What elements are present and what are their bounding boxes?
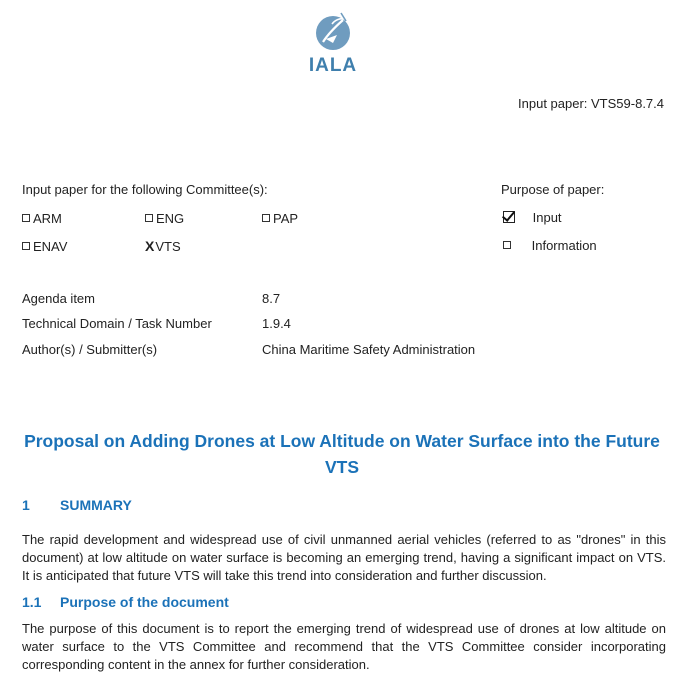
section-1-1-text: The purpose of this document is to report the emerging trend of widespread use of drones at low altitude on water surface to the VTS Committee and recommend that the VTS Committee consider incorporating corresponding content in the annex for further consideration. bbox=[22, 621, 666, 672]
meta-label-domain: Technical Domain / Task Number bbox=[22, 316, 212, 331]
meta-label-agenda: Agenda item bbox=[22, 291, 95, 306]
meta-value-author: China Maritime Safety Administration bbox=[262, 342, 476, 357]
checkbox-icon bbox=[503, 241, 511, 249]
committee-option-eng[interactable]: ENG bbox=[145, 211, 184, 226]
committee-option-pap[interactable]: PAP bbox=[262, 211, 298, 226]
committee-option-enav[interactable]: ENAV bbox=[22, 239, 67, 254]
checked-box-icon bbox=[503, 211, 515, 223]
committee-option-arm[interactable]: ARM bbox=[22, 211, 62, 226]
checkbox-icon bbox=[262, 214, 270, 222]
section-1-1-heading: Purpose of the document bbox=[60, 594, 229, 610]
meta-value-agenda: 8.7 bbox=[262, 291, 281, 306]
committees-heading: Input paper for the following Committee(s): bbox=[22, 182, 268, 197]
purpose-option-information[interactable]: Information bbox=[503, 238, 597, 253]
checkbox-icon bbox=[145, 214, 153, 222]
committee-option-vts[interactable]: XVTS bbox=[145, 238, 181, 254]
checkbox-icon bbox=[22, 214, 30, 222]
paper-reference: Input paper: VTS59-8.7.4 bbox=[518, 96, 664, 111]
logo-text: IALA bbox=[308, 55, 358, 76]
document-title: Proposal on Adding Drones at Low Altitude on Water Surface into the Future VTS bbox=[24, 431, 660, 477]
section-1-text: The rapid development and widespread use of civil unmanned aerial vehicles (referred to as "drones" in this document) at low altitude on water surface is becoming an emerging trend, having a significant impact on VTS. It is anticipated that future VTS will take this trend into consideration and further discussion. bbox=[22, 532, 666, 583]
section-1-heading: SUMMARY bbox=[60, 497, 132, 513]
x-mark-icon: X bbox=[145, 238, 155, 254]
meta-value-domain: 1.9.4 bbox=[262, 316, 291, 331]
section-1-number: 1 bbox=[22, 497, 30, 513]
purpose-heading: Purpose of paper: bbox=[501, 182, 605, 197]
purpose-option-input[interactable]: Input bbox=[503, 210, 562, 225]
checkbox-icon bbox=[22, 242, 30, 250]
meta-label-author: Author(s) / Submitter(s) bbox=[22, 342, 158, 357]
section-1-1-number: 1.1 bbox=[22, 594, 42, 610]
